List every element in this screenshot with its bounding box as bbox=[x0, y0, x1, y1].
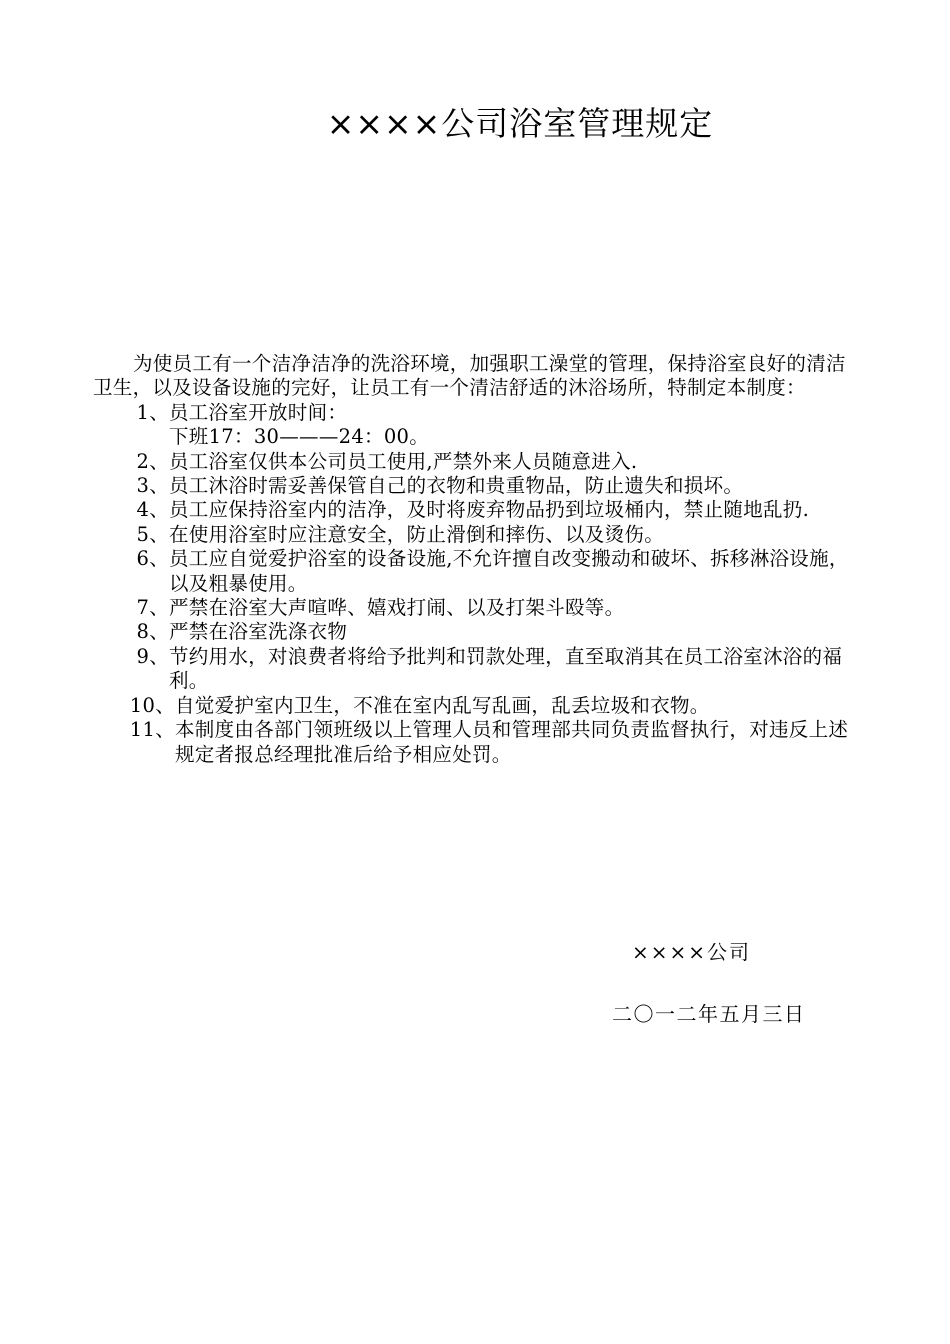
document-date: 二〇一二年五月三日 bbox=[612, 1002, 806, 1026]
item-subtext: 下班17：30———24：00。 bbox=[169, 425, 430, 449]
item-text: 员工应自觉爱护浴室的设备设施,不允许擅自改变搬动和破坏、拆移淋浴设施，以及粗暴使用。 bbox=[169, 547, 849, 595]
item-text: 员工浴室仅供本公司员工使用,严禁外来人员随意进入. bbox=[169, 449, 638, 473]
item-text: 员工应保持浴室内的洁净，及时将废弃物品扔到垃圾桶内，禁止随地乱扔. bbox=[169, 498, 810, 522]
list-item bbox=[93, 401, 863, 450]
list-item bbox=[93, 523, 863, 547]
intro-paragraph: 为使员工有一个洁净洁净的洗浴环境，加强职工澡堂的管理，保持浴室良好的清洁卫生，以及设备设施的完好，让员工有一个清洁舒适的沐浴场所，特制定本制度： bbox=[93, 352, 846, 400]
list-item bbox=[93, 645, 863, 694]
list-item bbox=[93, 620, 863, 644]
item-number: 4、 bbox=[136, 498, 169, 522]
item-text: 本制度由各部门领班级以上管理人员和管理部共同负责监督执行，对违反上述规定者报总经理批准后给予相应处罚。 bbox=[175, 718, 849, 766]
item-text: 在使用浴室时应注意安全，防止滑倒和摔伤、以及烫伤。 bbox=[169, 522, 665, 546]
item-number: 6、 bbox=[136, 547, 169, 571]
item-text: 员工沐浴时需妥善保管自己的衣物和贵重物品，防止遗失和损坏。 bbox=[169, 474, 744, 498]
list-item bbox=[93, 450, 863, 474]
item-text: 节约用水，对浪费者将给予批判和罚款处理，直至取消其在员工浴室沐浴的福利。 bbox=[169, 644, 843, 693]
item-number: 8、 bbox=[136, 620, 169, 644]
item-number: 5、 bbox=[136, 522, 169, 546]
company-signature: ××××公司 bbox=[632, 940, 752, 964]
list-item bbox=[93, 694, 863, 718]
item-number: 9、 bbox=[136, 644, 169, 668]
item-text: 自觉爱护室内卫生，不准在室内乱写乱画，乱丢垃圾和衣物。 bbox=[175, 693, 710, 717]
item-number: 11、 bbox=[129, 718, 175, 742]
item-number: 10、 bbox=[129, 693, 175, 717]
item-text: 严禁在浴室大声喧哗、嬉戏打闹、以及打架斗殴等。 bbox=[169, 596, 625, 620]
document-title: ××××公司浴室管理规定 bbox=[326, 104, 714, 143]
item-number: 1、 bbox=[136, 400, 169, 424]
list-item bbox=[93, 498, 863, 522]
item-number: 3、 bbox=[136, 474, 169, 498]
document-body bbox=[93, 352, 863, 767]
item-text: 严禁在浴室洗涤衣物 bbox=[169, 620, 348, 644]
list-item bbox=[93, 547, 863, 596]
list-item bbox=[93, 718, 863, 767]
item-text: 员工浴室开放时间： bbox=[169, 400, 348, 424]
item-number: 7、 bbox=[136, 596, 169, 620]
list-item bbox=[93, 474, 863, 498]
item-number: 2、 bbox=[136, 449, 169, 473]
list-item bbox=[93, 596, 863, 620]
